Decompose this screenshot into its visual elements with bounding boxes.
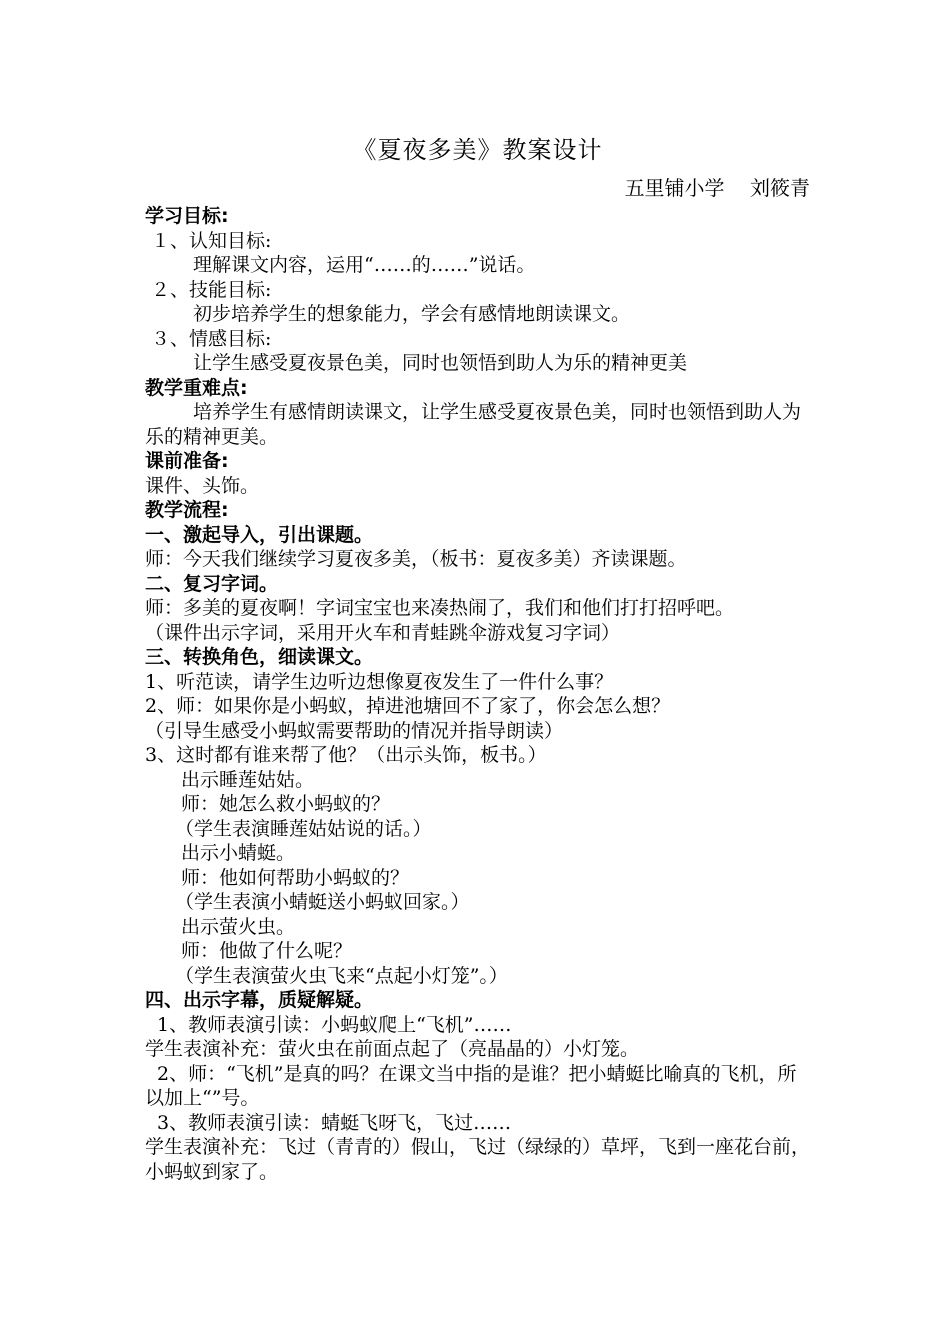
heading-process: 教学流程:	[145, 499, 229, 521]
section-2-text: 师：多美的夏夜啊！字词宝宝也来凑热闹了，我们和他们打打招呼吧。	[145, 597, 735, 619]
goal-cognitive-label: １、认知目标:	[151, 229, 272, 252]
section-3-heading: 三、转换角色，细读课文。	[145, 646, 374, 668]
student-act-firefly: （学生表演萤火虫飞来“点起小灯笼”。）	[175, 964, 508, 987]
show-water-lily: 出示睡莲姑姑。	[181, 768, 315, 791]
section-4-item-1: 1、教师表演引读：小蚂蚁爬上“飞机”……	[157, 1013, 512, 1036]
heading-preparation: 课前准备:	[145, 450, 229, 472]
teacher-question-lily: 师：她怎么救小蚂蚁的？	[181, 793, 391, 815]
section-1-heading: 一、激起导入，引出课题。	[145, 523, 374, 546]
goal-skill-text: 初步培养学生的想象能力，学会有感情地朗读课文。	[193, 303, 631, 325]
goal-cognitive-text: 理解课文内容，运用“……的……”说话。	[193, 254, 536, 276]
section-3-item-1: 1、听范读，请学生边听边想像夏夜发生了一件什么事？	[145, 670, 614, 693]
teacher-question-dragonfly: 师：他如何帮助小蚂蚁的？	[181, 866, 410, 889]
section-3-item-3: 3、这时都有谁来帮了他？（出示头饰，板书。）	[145, 744, 547, 766]
goal-emotion-text: 让学生感受夏夜景色美，同时也领悟到助人为乐的精神更美	[193, 352, 688, 374]
section-3-item-2-note: （引导生感受小蚂蚁需要帮助的情况并指导朗读）	[145, 719, 564, 742]
section-4-item-2: 2、师：“飞机”是真的吗？在课文当中指的是谁？把小蜻蜓比喻真的飞机，所以加上“”号。	[145, 1062, 797, 1109]
document-page	[145, 130, 810, 1184]
student-act-dragonfly: （学生表演小蜻蜓送小蚂蚁回家。）	[175, 891, 470, 913]
student-act-lily: （学生表演睡莲姑姑说的话。）	[175, 817, 432, 840]
show-dragonfly: 出示小蜻蜓。	[181, 842, 296, 864]
section-4-item-1-answer: 学生表演补充：萤火虫在前面点起了（亮晶晶的）小灯笼。	[145, 1038, 640, 1060]
preparation-text: 课件、头饰。	[145, 474, 260, 497]
document-title: 《夏夜多美》教案设计	[352, 136, 603, 164]
show-firefly: 出示萤火虫。	[181, 915, 296, 938]
key-points-text: 培养学生有感情朗读课文，让学生感受夏夜景色美，同时也领悟到助人为乐的精神更美。	[145, 401, 802, 448]
heading-learning-goals: 学习目标:	[145, 205, 229, 227]
goal-skill-label: ２、技能目标:	[151, 278, 272, 301]
section-1-text: 师：今天我们继续学习夏夜多美，（板书：夏夜多美）齐读课题。	[145, 548, 687, 570]
heading-key-points: 教学重难点:	[145, 376, 248, 399]
section-2-note: （课件出示字词，采用开火车和青蛙跳伞游戏复习字词）	[145, 621, 621, 644]
section-3-item-2: 2、师：如果你是小蚂蚁，掉进池塘回不了家了，你会怎么想？	[145, 695, 671, 717]
section-4-item-3-answer: 学生表演补充：飞过（青青的）假山，飞过（绿绿的）草坪，飞到一座花台前，小蚂蚁到家了。	[145, 1136, 811, 1183]
section-4-item-3: 3、教师表演引读：蜻蜓飞呀飞，飞过……	[157, 1111, 512, 1134]
section-4-heading: 四、出示字幕，质疑解疑。	[145, 989, 374, 1011]
teacher-question-firefly: 师：他做了什么呢？	[181, 940, 353, 962]
section-2-heading: 二、复习字词。	[145, 572, 279, 595]
goal-emotion-label: ３、情感目标:	[151, 327, 272, 350]
document-author: 五里铺小学 刘筱青	[624, 176, 810, 200]
